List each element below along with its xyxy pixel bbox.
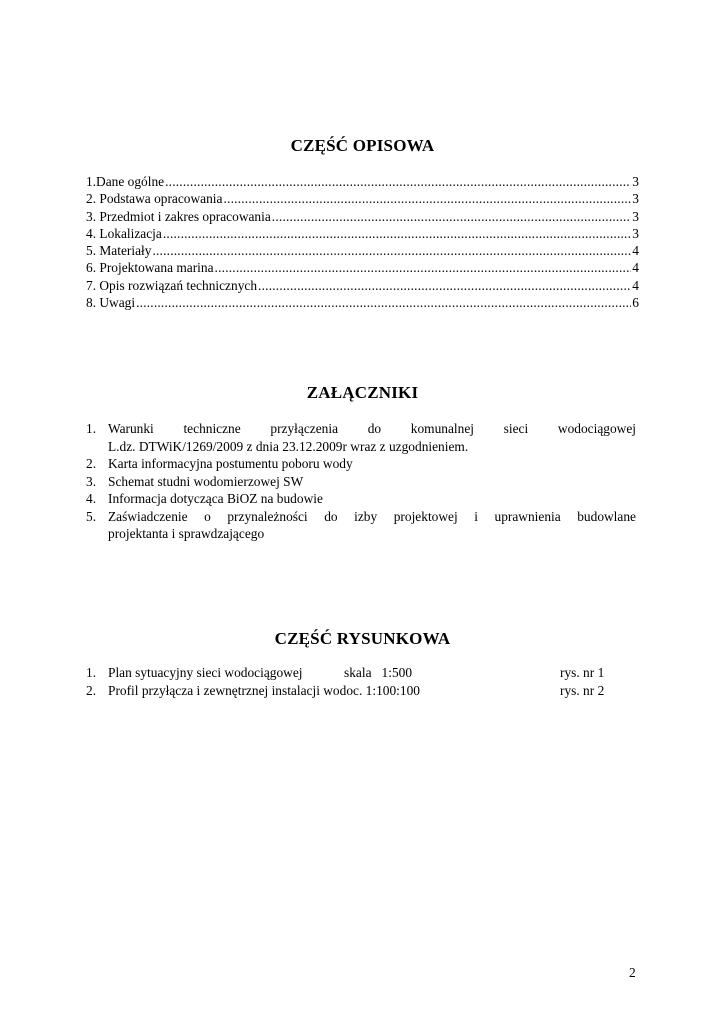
toc-entry	[86, 225, 639, 242]
list-item-number: 2.	[86, 682, 97, 698]
list-item	[86, 664, 636, 682]
drawing-reference: rys. nr 2	[560, 682, 605, 698]
toc-entry-label: 4. Lokalizacja	[86, 225, 162, 241]
list-item-line: Informacja dotycząca BiOZ na budowie	[108, 491, 323, 506]
list-item-number: 1.	[86, 665, 97, 680]
toc-entry	[86, 190, 639, 207]
toc-entry-page: 4	[632, 243, 639, 259]
toc-entry-page: 4	[632, 260, 639, 276]
toc-entry	[86, 259, 639, 276]
list-item-number: 2.	[86, 456, 97, 471]
toc-leader-dots	[163, 225, 631, 242]
list-item	[86, 490, 636, 508]
section-heading-rysunkowa: CZĘŚĆ RYSUNKOWA	[274, 629, 451, 648]
drawing-title: Plan sytuacyjny sieci wodociągowej	[108, 665, 303, 680]
list-item-number: 1.	[86, 421, 97, 436]
toc-entry-page: 3	[632, 191, 639, 207]
list-item-line: Zaświadczenie o przynależności do izby projektowej i uprawnienia budowlane	[108, 508, 636, 524]
toc-leader-dots	[165, 173, 631, 190]
drawings-list	[86, 664, 636, 699]
list-item-text	[108, 490, 636, 508]
drawing-scale: skala 1:500	[344, 665, 413, 680]
toc-leader-dots	[215, 259, 632, 276]
toc-leader-dots	[272, 208, 632, 225]
list-item-text	[108, 455, 636, 473]
toc-leader-dots	[136, 294, 631, 311]
drawing-title: Profil przyłącza i zewnętrznej instalacji wodoc. 1:100:100	[108, 682, 420, 698]
toc-leader-dots	[152, 242, 631, 259]
page-number: 2	[629, 965, 636, 980]
toc-entry	[86, 294, 639, 311]
list-item	[86, 455, 636, 473]
list-item-line: L.dz. DTWiK/1269/2009 z dnia 23.12.2009r wraz z uzgodnieniem.	[108, 438, 469, 454]
list-item-line: Warunki techniczne przyłączenia do komunalnej sieci wodociągowej	[108, 421, 636, 436]
list-item	[86, 508, 636, 543]
drawing-reference: rys. nr 1	[560, 665, 605, 680]
list-item-text	[108, 473, 636, 491]
toc-entry-page: 3	[632, 225, 639, 241]
toc-entry	[86, 277, 639, 294]
toc-entry	[86, 173, 639, 190]
section-heading-zalaczniki: ZAŁĄCZNIKI	[306, 383, 419, 402]
list-item-line: Karta informacyjna postumentu poboru wody	[108, 456, 353, 471]
toc-entry-label: 3. Przedmiot i zakres opracowania	[86, 208, 271, 224]
list-item-text	[108, 508, 636, 543]
toc-entry-label: 6. Projektowana marina	[86, 260, 214, 276]
list-item-line: Schemat studni wodomierzowej SW	[108, 473, 304, 489]
list-item-number: 5.	[86, 508, 97, 524]
toc-entry-page: 3	[632, 174, 639, 189]
list-item	[86, 473, 636, 491]
toc-entry-label: 5. Materiały	[86, 243, 152, 259]
toc-entry-page: 3	[632, 208, 639, 224]
list-item-text	[108, 420, 636, 455]
toc-entry-label: 7. Opis rozwiązań technicznych	[86, 277, 258, 293]
section-heading-opisowa: CZĘŚĆ OPISOWA	[290, 136, 435, 155]
toc-entry-page: 4	[632, 277, 639, 293]
toc-leader-dots	[223, 190, 631, 207]
toc-entry-label: 1.Dane ogólne	[86, 174, 165, 189]
toc-entry-label: 8. Uwagi	[86, 295, 136, 311]
list-item	[86, 682, 636, 700]
toc-entry-label: 2. Podstawa opracowania	[86, 191, 223, 207]
table-of-contents	[86, 173, 639, 311]
list-item-number: 4.	[86, 491, 97, 506]
list-item-line: projektanta i sprawdzającego	[108, 526, 265, 541]
toc-entry	[86, 242, 639, 259]
attachments-list	[86, 420, 636, 543]
toc-leader-dots	[258, 277, 631, 294]
list-item-number: 3.	[86, 473, 97, 489]
toc-entry	[86, 208, 639, 225]
toc-entry-page: 6	[632, 295, 639, 311]
list-item	[86, 420, 636, 455]
